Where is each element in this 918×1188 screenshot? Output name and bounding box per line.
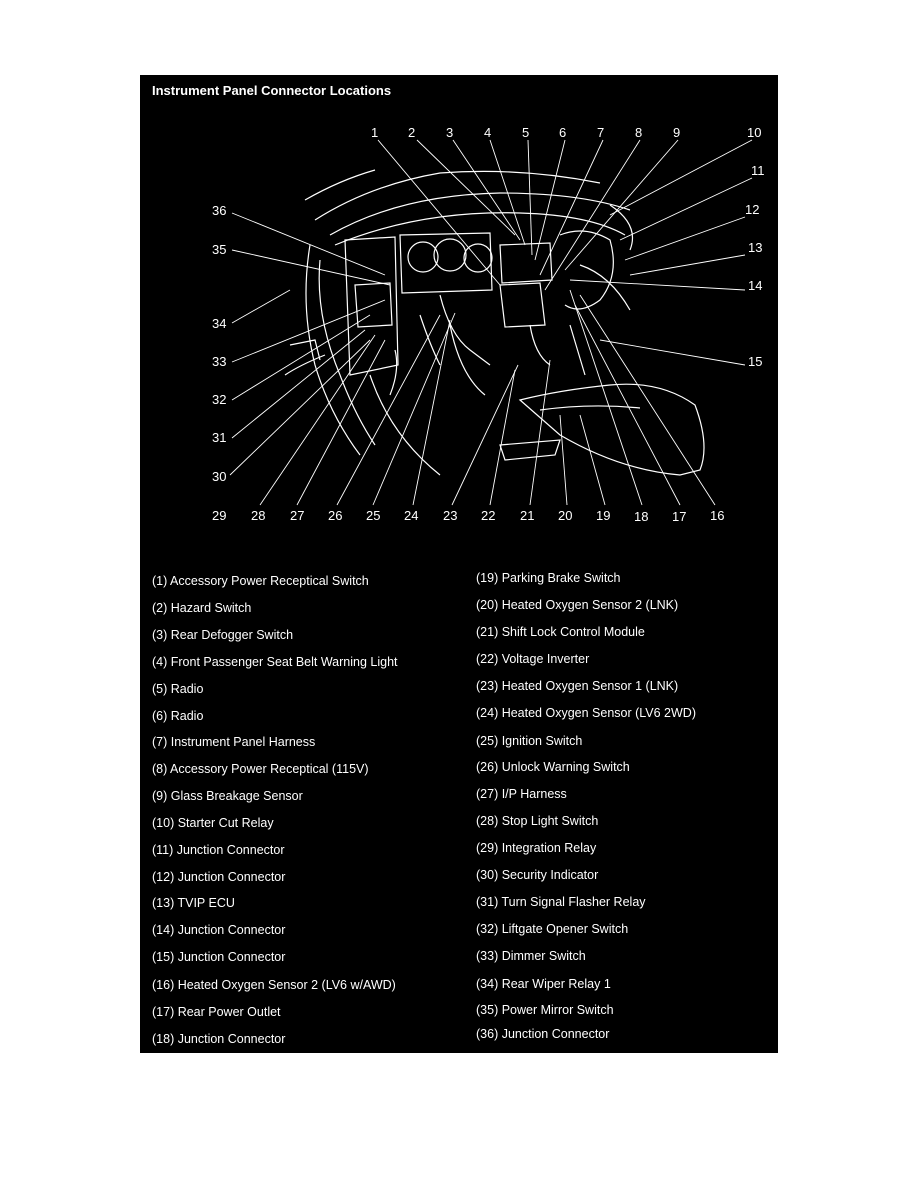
legend-item-8: (8) Accessory Power Receptical (115V) — [152, 762, 369, 776]
legend-item-3: (3) Rear Defogger Switch — [152, 628, 294, 642]
legend-item-25: (25) Ignition Switch — [476, 734, 583, 748]
leader-lines — [230, 140, 752, 505]
callout-34: 34 — [212, 316, 227, 331]
callout-30: 30 — [212, 469, 227, 484]
legend-item-4: (4) Front Passenger Seat Belt Warning Light — [152, 655, 398, 669]
legend-item-26: (26) Unlock Warning Switch — [476, 760, 630, 774]
legend-item-12: (12) Junction Connector — [152, 870, 286, 884]
callout-7: 7 — [597, 125, 605, 140]
callout-6: 6 — [559, 125, 567, 140]
callout-8: 8 — [635, 125, 643, 140]
legend-item-9: (9) Glass Breakage Sensor — [152, 789, 303, 803]
legend-item-10: (10) Starter Cut Relay — [152, 816, 274, 830]
callout-14: 14 — [748, 278, 763, 293]
callout-22: 22 — [481, 508, 496, 523]
legend-item-13: (13) TVIP ECU — [152, 896, 235, 910]
legend-item-24: (24) Heated Oxygen Sensor (LV6 2WD) — [476, 706, 697, 720]
callout-1: 1 — [371, 125, 379, 140]
callout-16: 16 — [710, 508, 725, 523]
callout-31: 31 — [212, 430, 227, 445]
callout-25: 25 — [366, 508, 381, 523]
callout-12: 12 — [745, 202, 760, 217]
callout-26: 26 — [328, 508, 343, 523]
legend-item-34: (34) Rear Wiper Relay 1 — [476, 977, 611, 991]
legend-item-31: (31) Turn Signal Flasher Relay — [476, 895, 646, 909]
legend-item-1: (1) Accessory Power Receptical Switch — [152, 574, 369, 588]
callout-36: 36 — [212, 203, 227, 218]
callout-32: 32 — [212, 392, 227, 407]
callout-21: 21 — [520, 508, 535, 523]
callout-5: 5 — [522, 125, 530, 140]
callout-35: 35 — [212, 242, 227, 257]
legend-item-2: (2) Hazard Switch — [152, 601, 252, 615]
legend-item-36: (36) Junction Connector — [476, 1027, 610, 1041]
callout-15: 15 — [748, 354, 763, 369]
legend-item-6: (6) Radio — [152, 709, 204, 723]
legend-item-16: (16) Heated Oxygen Sensor 2 (LV6 w/AWD) — [152, 978, 396, 992]
legend-item-22: (22) Voltage Inverter — [476, 652, 590, 666]
legend-item-7: (7) Instrument Panel Harness — [152, 735, 316, 749]
legend-item-15: (15) Junction Connector — [152, 950, 286, 964]
callout-3: 3 — [446, 125, 454, 140]
callout-27: 27 — [290, 508, 305, 523]
legend-item-29: (29) Integration Relay — [476, 841, 597, 855]
legend-item-21: (21) Shift Lock Control Module — [476, 625, 645, 639]
callout-24: 24 — [404, 508, 419, 523]
callout-23: 23 — [443, 508, 458, 523]
legend-item-5: (5) Radio — [152, 682, 204, 696]
legend-item-33: (33) Dimmer Switch — [476, 949, 586, 963]
callout-10: 10 — [747, 125, 762, 140]
legend-item-11: (11) Junction Connector — [152, 843, 285, 857]
callout-9: 9 — [673, 125, 681, 140]
legend-item-14: (14) Junction Connector — [152, 923, 286, 937]
callout-28: 28 — [251, 508, 266, 523]
legend-item-35: (35) Power Mirror Switch — [476, 1003, 614, 1017]
legend-item-30: (30) Security Indicator — [476, 868, 599, 882]
callout-2: 2 — [408, 125, 416, 140]
callout-18: 18 — [634, 509, 649, 524]
legend-item-32: (32) Liftgate Opener Switch — [476, 922, 629, 936]
legend-item-28: (28) Stop Light Switch — [476, 814, 599, 828]
legend-item-17: (17) Rear Power Outlet — [152, 1005, 281, 1019]
callout-13: 13 — [748, 240, 763, 255]
diagram-title: Instrument Panel Connector Locations — [152, 83, 392, 98]
diagram-panel — [140, 75, 778, 1053]
callout-17: 17 — [672, 509, 687, 524]
legend-item-27: (27) I/P Harness — [476, 787, 567, 801]
callout-11: 11 — [751, 163, 765, 178]
legend-item-19: (19) Parking Brake Switch — [476, 571, 621, 585]
legend-item-18: (18) Junction Connector — [152, 1032, 286, 1046]
callout-4: 4 — [484, 125, 492, 140]
callout-19: 19 — [596, 508, 611, 523]
dashboard-diagram — [140, 75, 778, 545]
legend-item-23: (23) Heated Oxygen Sensor 1 (LNK) — [476, 679, 679, 693]
callout-20: 20 — [558, 508, 573, 523]
callout-29: 29 — [212, 508, 227, 523]
legend-item-20: (20) Heated Oxygen Sensor 2 (LNK) — [476, 598, 679, 612]
callout-33: 33 — [212, 354, 227, 369]
